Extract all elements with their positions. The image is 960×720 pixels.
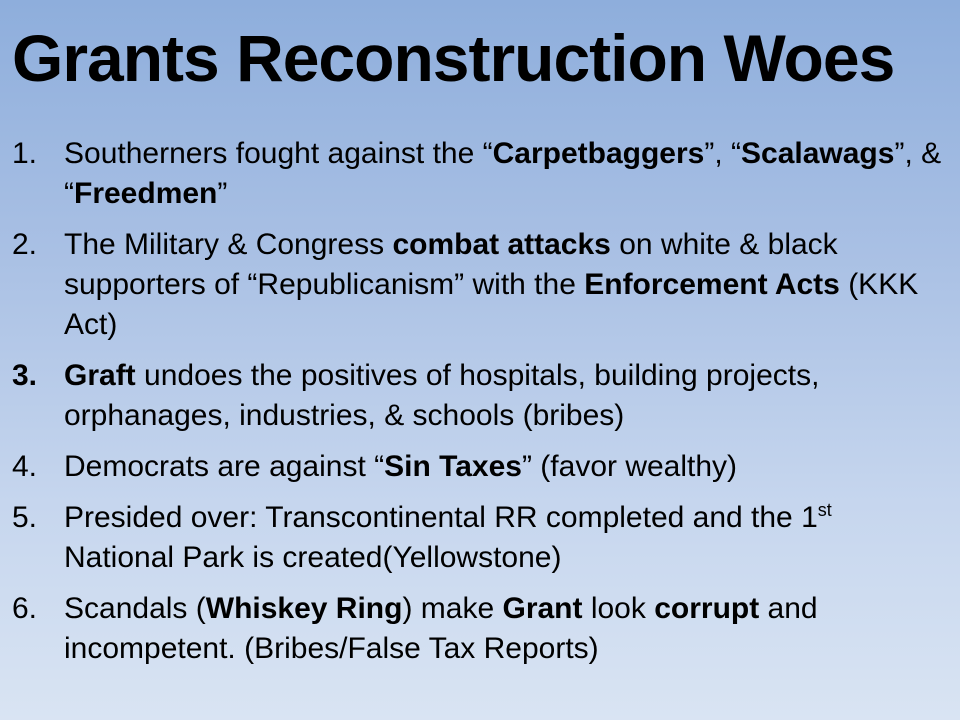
list-item-number: 5. bbox=[12, 501, 38, 534]
plain-text: Presided over: Transcontinental RR completed and the 1 bbox=[64, 501, 818, 534]
list-item-number: 1. bbox=[12, 137, 38, 170]
list-item-text bbox=[64, 450, 737, 483]
emphasis-text: Enforcement Acts bbox=[584, 268, 840, 301]
plain-text: ) make bbox=[402, 592, 503, 625]
plain-text: and incompetent. (Bribes/False Tax Reports) bbox=[64, 592, 818, 665]
plain-text: on white & black supporters of “Republicanism” with the bbox=[64, 228, 838, 301]
plain-text: The Military & Congress bbox=[64, 228, 393, 261]
plain-text: National Park is created(Yellowstone) bbox=[64, 541, 562, 574]
list-item-number: 4. bbox=[12, 450, 38, 483]
list-item bbox=[0, 498, 960, 578]
list-item bbox=[0, 447, 960, 487]
emphasis-text: Freedmen bbox=[74, 177, 218, 210]
plain-text: look bbox=[582, 592, 655, 625]
point-list bbox=[0, 134, 960, 680]
list-item bbox=[0, 134, 960, 214]
plain-text: (KKK Act) bbox=[64, 268, 919, 341]
list-item-text bbox=[64, 228, 918, 341]
list-item-text bbox=[64, 137, 941, 210]
slide-title: Grants Reconstruction Woes bbox=[12, 21, 895, 95]
plain-text: ”, “ bbox=[704, 137, 742, 170]
list-item-text bbox=[64, 501, 832, 574]
plain-text: Democrats are against “ bbox=[64, 450, 385, 483]
emphasis-text: Scalawags bbox=[741, 137, 895, 170]
plain-text: ” (favor wealthy) bbox=[521, 450, 738, 483]
plain-text: Southerners fought against the “ bbox=[64, 137, 493, 170]
emphasis-text: corrupt bbox=[654, 592, 760, 625]
plain-text: ” bbox=[217, 177, 228, 210]
emphasis-text: Graft bbox=[64, 359, 136, 392]
plain-text: undoes the positives of hospitals, building projects, orphanages, industries, & schools (bribes) bbox=[64, 359, 820, 432]
list-item-number: 3. bbox=[12, 359, 38, 392]
emphasis-text: Whiskey Ring bbox=[205, 592, 403, 625]
emphasis-text: combat attacks bbox=[392, 228, 611, 261]
plain-text: Scandals ( bbox=[64, 592, 206, 625]
list-item-text bbox=[64, 359, 819, 432]
emphasis-text: Grant bbox=[502, 592, 583, 625]
list-item bbox=[0, 225, 960, 345]
superscript-text: st bbox=[817, 500, 832, 520]
plain-text: ”, & “ bbox=[64, 137, 942, 210]
list-item bbox=[0, 589, 960, 669]
list-item-number: 2. bbox=[12, 228, 38, 261]
list-item-number: 6. bbox=[12, 592, 38, 625]
list-item-text bbox=[64, 592, 818, 665]
emphasis-text: Carpetbaggers bbox=[492, 137, 705, 170]
emphasis-text: Sin Taxes bbox=[384, 450, 522, 483]
list-item bbox=[0, 356, 960, 436]
